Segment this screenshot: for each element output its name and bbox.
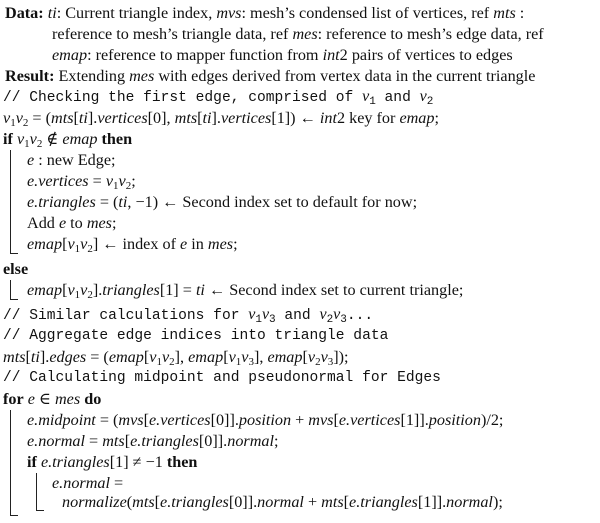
else-block-foot [10,299,18,300]
triangles-assign-line: e.triangles = (ti, −1) ← Second index set to default for now; [27,193,418,211]
inner-if-bar [36,473,37,511]
comment-first-edge: // Checking the first edge, comprised of $v_1$ and $v_2$ [3,88,434,108]
else-keyword: else [3,260,29,278]
normal-assign-line: e.normal = mts[e.triangles[0]].normal; [27,432,279,450]
emap-index-line: $emap[v_1v_2]$ ← index of e in mes; [27,235,238,255]
normalize-line: normalize(mts[e.triangles[0]].normal + mts[e.triangles[1]].normal); [62,493,503,511]
new-edge-line: e : new Edge; [27,151,116,169]
else-block-bar [10,280,11,300]
data-label: Data: [5,4,44,22]
vertices-assign-line: e.vertices = $v_1v_2$; [27,172,136,192]
if-not-in-emap: if $v_1v_2$ ∉ emap then [3,130,133,150]
set-second-triangle-line: $emap[v_1v_2].triangles[1]$ = ti ← Second index set to current triangle; [27,281,464,301]
data-line-1: Data: ti: Current triangle index, mvs: mesh’s condensed list of vertices, ref mts : [5,4,525,22]
for-each-edge: for e ∈ mes do [3,390,102,408]
result-label: Result: [5,67,55,85]
for-block-foot [10,515,18,516]
normal-reassign-line: e.normal = [52,474,124,492]
key-assign-line: $v_1v_2$ = (mts[ti].vertices[0], mts[ti].vertices[1]) ← int2 key for emap; [3,109,439,129]
add-edge-line: Add e to mes; [27,214,117,232]
edges-assign-line: mts[ti].edges = ($emap[v_1v_2]$, $emap[v_1v_3]$, $emap[v_2v_3]$); [3,348,349,368]
if-block-foot [10,253,18,254]
if-second-triangle: if e.triangles[1] ≠ −1 then [27,453,198,471]
data-line-3: emap: reference to mapper function from int2 pairs of vertices to edges [52,46,513,64]
comment-similar: // Similar calculations for $v_1v_3$ and $v_2v_3$... [3,306,374,326]
for-block-bar [10,410,11,516]
comment-midpoint: // Calculating midpoint and pseudonormal for Edges [3,370,441,386]
data-line-2: reference to mesh’s triangle data, ref mes: reference to mesh’s edge data, ref [52,25,544,43]
result-line: Result: Extending mes with edges derived from vertex data in the current triangle [5,67,536,85]
comment-aggregate: // Aggregate edge indices into triangle data [3,328,389,344]
inner-if-foot [36,510,44,511]
midpoint-line: e.midpoint = (mvs[e.vertices[0]].position + mvs[e.vertices[1]].position)/2; [27,411,504,429]
if-block-bar [10,150,11,254]
